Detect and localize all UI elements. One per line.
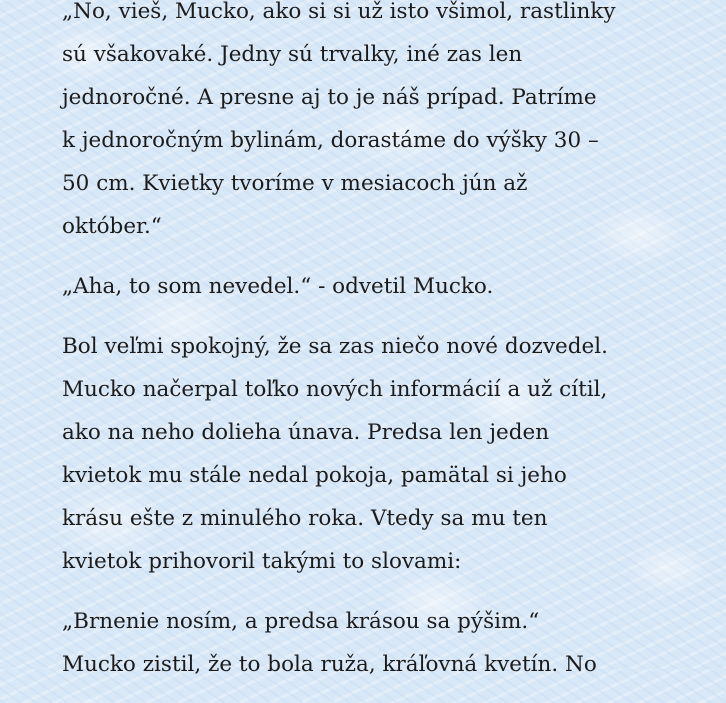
text-line: jednoročné. A presne aj to je náš prípad. Patríme (62, 85, 597, 110)
text-line: „Aha, to som nevedel.“ - odvetil Mucko. (62, 274, 494, 299)
paragraph (62, 0, 672, 248)
text-line: Mucko zistil, že to bola ruža, kráľovná kvetín. No (62, 652, 597, 677)
text-line: k jednoročným bylinám, dorastáme do výšky 30 – (62, 128, 599, 153)
text-line: Mucko načerpal toľko nových informácií a už cítil, (62, 377, 608, 402)
text-line: krásu ešte z minulého roka. Vtedy sa mu ten (62, 506, 548, 531)
paragraph (62, 265, 672, 308)
text-line: ako na neho dolieha únava. Predsa len jeden (62, 420, 550, 445)
paragraph (62, 600, 672, 686)
text-line: kvietok prihovoril takými to slovami: (62, 549, 462, 574)
text-line: „Brnenie nosím, a predsa krásou sa pýšim.“ (62, 609, 540, 634)
text-line: „No, vieš, Mucko, ako si si už isto všimol, rastlinky (62, 0, 616, 24)
document-page (62, 0, 672, 703)
text-line: sú všakovaké. Jedny sú trvalky, iné zas len (62, 42, 523, 67)
text-line: kvietok mu stále nedal pokoja, pamätal si jeho (62, 463, 567, 488)
paragraph (62, 325, 672, 583)
text-line: október.“ (62, 214, 162, 239)
text-line: Bol veľmi spokojný, že sa zas niečo nové dozvedel. (62, 334, 608, 359)
text-line: 50 cm. Kvietky tvoríme v mesiacoch jún až (62, 171, 528, 196)
